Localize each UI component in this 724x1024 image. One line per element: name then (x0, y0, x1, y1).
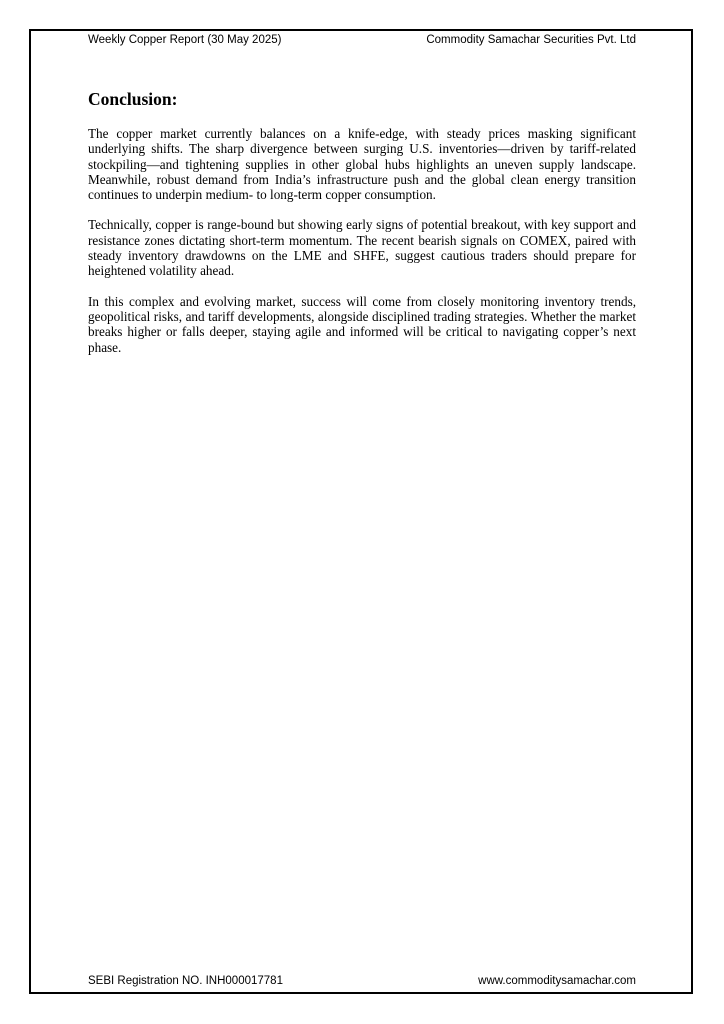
paragraph-technical-view: Technically, copper is range-bound but showing early signs of potential breakout, with key support and resistance zones dictating short-term momentum. The recent bearish signals on COMEX, paired with steady inventory drawdowns on the LME and SHFE, suggest cautious traders should prepare for heightened volatility ahead. (88, 217, 636, 279)
main-content (88, 88, 636, 370)
report-title: Weekly Copper Report (30 May 2025) (88, 34, 282, 46)
website-url: www.commoditysamachar.com (478, 975, 636, 987)
section-heading: Conclusion: (88, 89, 178, 109)
paragraph-market-overview: The copper market currently balances on a knife-edge, with steady prices masking significant underlying shifts. The sharp divergence between surging U.S. inventories—driven by tariff-related stockpiling—and tightening supplies in other global hubs highlights an uneven supply landscape. Meanwhile, robust demand from India’s infrastructure push and the global clean energy transition continues to underpin medium- to long-term copper consumption. (88, 126, 636, 203)
page-header (88, 34, 636, 52)
company-name: Commodity Samachar Securities Pvt. Ltd (426, 34, 636, 46)
page-footer (88, 975, 636, 993)
sebi-registration: SEBI Registration NO. INH000017781 (88, 975, 283, 987)
paragraph-outlook: In this complex and evolving market, success will come from closely monitoring inventory trends, geopolitical risks, and tariff developments, alongside disciplined trading strategies. Whether the market breaks higher or falls deeper, staying agile and informed will be critical to navigating copper’s next phase. (88, 293, 636, 355)
